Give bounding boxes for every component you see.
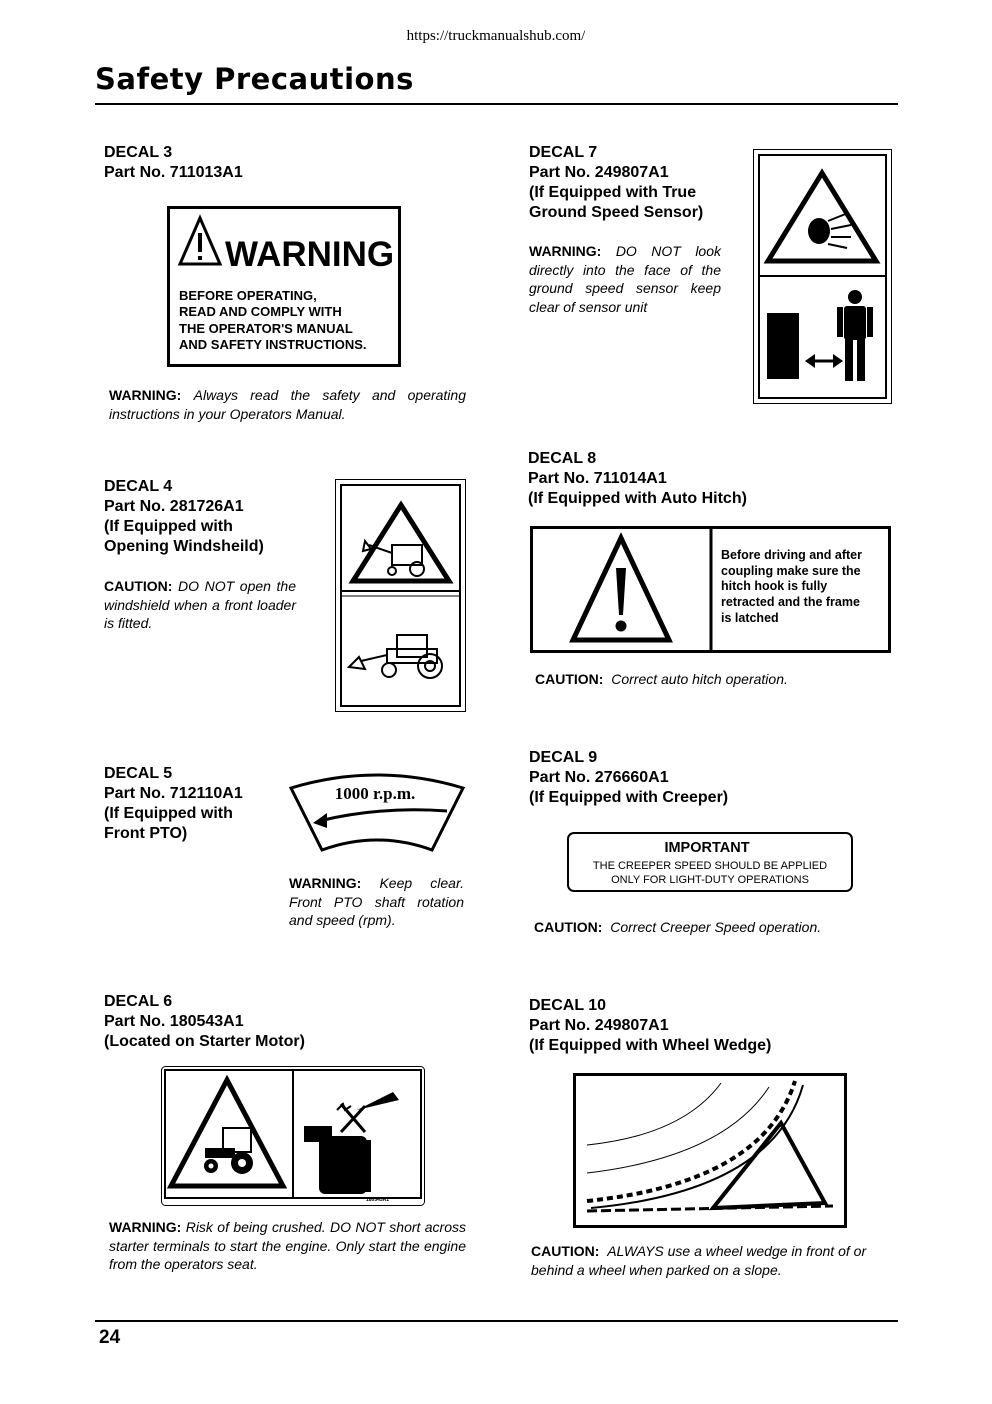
decal7-heading: DECAL 7 Part No. 249807A1 (If Equipped with True Ground Speed Sensor) — [529, 144, 704, 221]
decal7-sensor-sign — [753, 149, 892, 404]
decal3-heading: DECAL 3 Part No. 711013A1 — [104, 144, 243, 181]
decal3-sign-line: THE OPERATOR'S MANUAL — [179, 321, 353, 336]
decal4-heading: DECAL 4 Part No. 281726A1 (If Equipped with Opening Windsheild) — [104, 478, 264, 555]
decal8-heading: DECAL 8 Part No. 711014A1 (If Equipped with Auto Hitch) — [528, 450, 747, 507]
decal10-heading: DECAL 10 Part No. 249807A1 (If Equipped with Wheel Wedge) — [529, 997, 772, 1054]
decal5-rpm-text: 1000 r.p.m. — [334, 784, 416, 803]
footer-rule — [95, 1320, 898, 1322]
decal4-windshield-sign — [335, 479, 466, 712]
decal8-sign-line: coupling make sure the — [721, 564, 861, 578]
decal8-sign-line: Before driving and after — [721, 548, 862, 562]
decal9-sign-title: IMPORTANT — [664, 840, 750, 856]
sensor-beam-icon — [808, 218, 830, 244]
decal6-sign-code: 180543A1 — [366, 1197, 390, 1203]
decal3-note: WARNING: Always read the safety and operating instructions in your Operators Manual. — [109, 387, 466, 422]
decal7-note: WARNING: DO NOT look directly into the face of the ground speed sensor keep clear of sensor unit — [529, 243, 722, 315]
decal9-heading: DECAL 9 Part No. 276660A1 (If Equipped with Creeper) — [529, 749, 729, 806]
decal8-note: CAUTION: Correct auto hitch operation. — [535, 671, 788, 687]
decal9-sign-line: ONLY FOR LIGHT-DUTY OPERATIONS — [611, 874, 809, 886]
decal8-sign-line: retracted and the frame — [721, 595, 860, 609]
decal5-pto-sign — [289, 766, 465, 856]
decal5-heading: DECAL 5 Part No. 712110A1 (If Equipped with Front PTO) — [104, 765, 243, 842]
decal6-note: WARNING: Risk of being crushed. DO NOT short across starter terminals to start the engine. Only start the engine from the operators seat. — [109, 1219, 466, 1272]
decal9-creeper-sign — [567, 832, 853, 892]
decal5-note: WARNING: Keep clear. Front PTO shaft rotation and speed (rpm). — [289, 875, 464, 928]
decal9-sign-line: THE CREEPER SPEED SHOULD BE APPLIED — [592, 860, 828, 872]
page-number: 24 — [99, 1327, 121, 1348]
source-url: https://truckmanualshub.com/ — [406, 28, 586, 44]
decal10-wedge-sign — [573, 1073, 847, 1228]
decal3-warning-sign — [167, 206, 401, 367]
decal8-sign-line: hitch hook is fully — [721, 579, 828, 593]
decal10-note: CAUTION: ALWAYS use a wheel wedge in front of or behind a wheel when parked on a slope. — [531, 1243, 867, 1278]
decal8-sign-line: is latched — [721, 611, 779, 625]
decal9-note: CAUTION: Correct Creeper Speed operation. — [534, 919, 822, 935]
decal6-starter-sign — [161, 1066, 425, 1206]
decal3-sign-word: WARNING — [225, 235, 395, 274]
decal6-heading: DECAL 6 Part No. 180543A1 (Located on Starter Motor) — [104, 993, 305, 1050]
page-title: Safety Precautions — [95, 62, 414, 96]
decal4-note: CAUTION: DO NOT open the windshield when a front loader is fitted. — [104, 578, 297, 631]
decal3-sign-line: READ AND COMPLY WITH — [179, 304, 342, 319]
header-rule — [95, 103, 898, 105]
sensor-unit-icon — [767, 313, 799, 379]
decal3-sign-line: BEFORE OPERATING, — [179, 288, 317, 303]
decal8-hitch-sign — [530, 526, 891, 653]
decal3-sign-line: AND SAFETY INSTRUCTIONS. — [179, 337, 367, 352]
